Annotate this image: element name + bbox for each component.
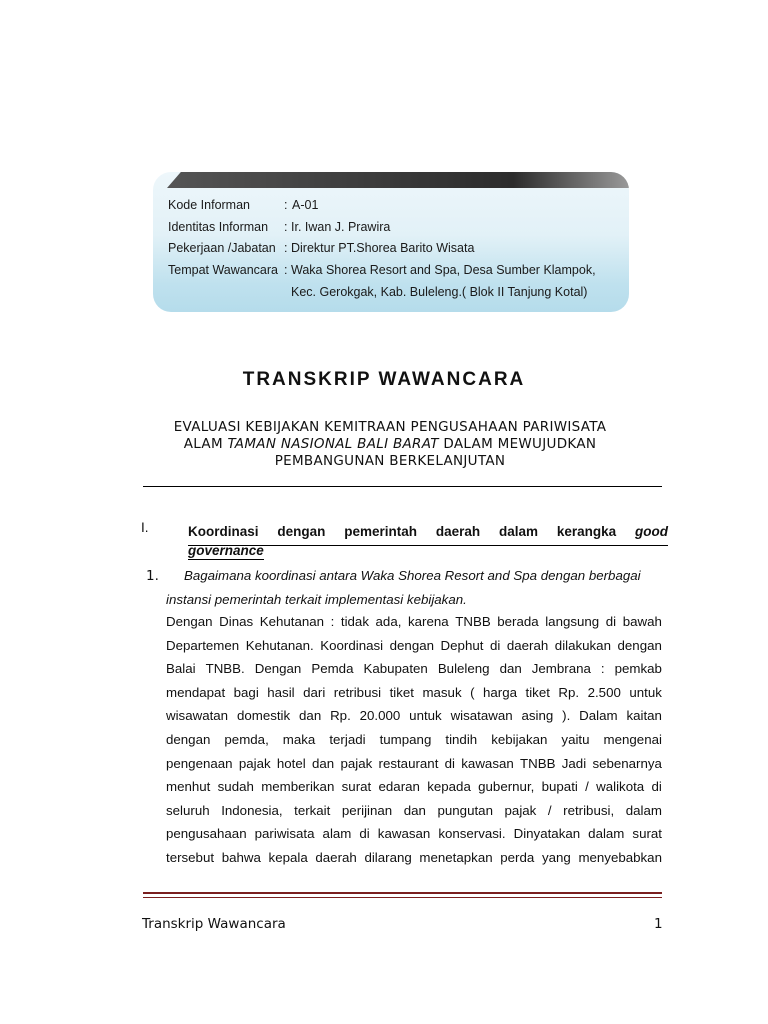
answer-word: bahwa: [221, 849, 261, 865]
answer-word: dari: [303, 684, 326, 700]
info-separator: :: [284, 220, 288, 234]
answer-word: maka: [282, 731, 316, 747]
answer-word: dengan: [166, 731, 211, 747]
answer-word: dan: [403, 802, 426, 818]
answer-word: wisatawan: [450, 708, 513, 724]
answer-word: Rp.: [330, 708, 351, 724]
answer-word: yaitu: [561, 731, 590, 747]
answer-word: hotel: [276, 755, 306, 771]
answer-word: retribusi,: [563, 802, 615, 818]
section-heading: [188, 518, 668, 546]
answer-word: tidak: [340, 614, 369, 629]
answer-word: Pemda: [311, 661, 354, 677]
answer-word: Dinas: [219, 614, 254, 629]
answer-word: Jembrana: [531, 661, 591, 677]
answer-word: Jadi: [561, 755, 587, 771]
answer-word: pariwisata: [254, 826, 315, 842]
answer-word: (: [470, 684, 475, 700]
answer-word: pemda,: [224, 731, 269, 747]
section-heading-text: Koordinasi dengan pemerintah daerah dalam kerangka: [188, 524, 617, 539]
answer-word: Rp.: [558, 684, 580, 700]
answer-word: bupati: [541, 779, 578, 795]
answer-word: restaurant: [378, 755, 439, 771]
answer-word: kepada: [427, 779, 471, 795]
answer-word: di: [444, 755, 456, 771]
answer-word: konservasi.: [438, 826, 506, 842]
answer-word: Dephut: [440, 637, 484, 653]
answer-word: terkait: [294, 802, 331, 818]
answer-word: di: [651, 779, 662, 795]
answer-word: TNBB.: [205, 661, 245, 677]
answer-word: pajak: [238, 755, 271, 771]
answer-word: Dengan: [166, 614, 213, 629]
answer-word: di: [605, 614, 617, 629]
answer-word: terjadi: [329, 731, 366, 747]
answer-line: [166, 634, 662, 658]
answer-word: pajak: [504, 802, 537, 818]
answer-word: ada,: [375, 614, 402, 629]
answer-word: dan: [499, 661, 522, 677]
answer-word: tiket: [525, 684, 550, 700]
answer-word: Indonesia,: [221, 802, 283, 818]
answer-word: 20.000: [359, 708, 401, 724]
answer-word: tindih: [445, 731, 478, 747]
answer-word: surat: [632, 826, 662, 842]
answer-word: alam: [322, 826, 352, 842]
answer-word: di: [359, 826, 370, 842]
subtitle-line-2: [140, 436, 640, 453]
answer-word: ).: [562, 708, 571, 724]
answer-line: [166, 610, 662, 634]
subtitle-line-2-post: DALAM MEWUJUDKAN: [438, 436, 597, 452]
answer-line: [166, 752, 662, 776]
info-value-continuation: Kec. Gerokgak, Kab. Buleleng.( Blok II Tanjung Kotal): [291, 285, 588, 299]
answer-word: untuk: [629, 684, 662, 700]
answer-word: menyebabkan: [578, 849, 662, 865]
answer-word: pajak: [340, 755, 373, 771]
section-heading-italic: good: [634, 524, 668, 539]
answer-word: kawasan: [461, 755, 514, 771]
answer-word: kebijakan: [491, 731, 548, 747]
answer-word: TNBB: [520, 755, 556, 771]
answer-line: [166, 846, 662, 870]
answer-word: yang: [541, 849, 571, 865]
answer-word: kawasan: [377, 826, 431, 842]
answer-word: tiket: [389, 684, 414, 700]
answer-word: Departemen: [166, 637, 240, 653]
answer-word: pemkab: [614, 661, 662, 677]
answer-word: Koordinasi: [320, 637, 384, 653]
answer-word: retribusi: [333, 684, 382, 700]
answer-word: pungutan: [437, 802, 493, 818]
info-value: Ir. Iwan J. Prawira: [291, 220, 391, 234]
answer-word: karena: [407, 614, 449, 629]
answer-word: gubernur,: [478, 779, 535, 795]
answer-word: memberikan: [261, 779, 335, 795]
answer-line: [166, 657, 662, 681]
subtitle-line-1: EVALUASI KEBIJAKAN KEMITRAAN PENGUSAHAAN PARIWISATA: [173, 419, 607, 435]
answer-word: Kehutanan.: [245, 637, 314, 653]
answer-line: [166, 775, 662, 799]
answer-word: mengenai: [603, 731, 662, 747]
answer-word: :: [600, 661, 605, 677]
answer-word: sudah: [217, 779, 254, 795]
answer-word: Kabupaten: [363, 661, 428, 677]
answer-word: 2.500: [587, 684, 621, 700]
subtitle-line-3: PEMBANGUNAN BERKELANJUTAN: [274, 453, 506, 469]
answer-word: edaran: [378, 779, 420, 795]
answer-word: /: [547, 802, 552, 818]
answer-word: perda: [500, 849, 535, 865]
answer-word: wisawatan: [166, 708, 229, 724]
answer-word: seluruh: [166, 802, 210, 818]
info-separator: :: [284, 241, 288, 255]
info-label: Kode Informan: [168, 198, 250, 212]
answer-word: mendapat: [166, 684, 226, 700]
document-title: TRANSKRIP WAWANCARA: [242, 369, 526, 390]
answer-word: pengenaan: [166, 755, 233, 771]
question-text: Bagaimana koordinasi antara Waka Shorea Resort and Spa dengan berbagai instansi pemerintah terkait implementasi kebijakan.: [166, 568, 641, 607]
answer-word: /: [585, 779, 589, 795]
info-value: A-01: [292, 198, 319, 212]
answer-word: dan: [312, 755, 335, 771]
answer-word: tumpang: [379, 731, 432, 747]
answer-word: pengusahaan: [166, 826, 247, 842]
footer-document-label: Transkrip Wawancara: [142, 916, 286, 932]
answer-word: kaitan: [626, 708, 662, 724]
section-heading-continuation: [188, 543, 264, 560]
answer-line: [166, 799, 662, 823]
answer-paragraph: [166, 610, 662, 870]
answer-line: [166, 728, 662, 752]
footer-rule-thick: [143, 892, 662, 894]
answer-line: [166, 681, 662, 705]
answer-word: Dalam: [579, 708, 618, 724]
answer-word: TNBB: [455, 614, 491, 629]
answer-word: tersebut: [166, 849, 215, 865]
info-row-continuation: [291, 284, 587, 300]
info-label: Tempat Wawancara: [168, 263, 278, 277]
answer-word: Kehutanan: [259, 614, 325, 629]
answer-word: :: [330, 614, 335, 629]
section-number: I.: [141, 520, 149, 535]
answer-word: bawah: [622, 614, 662, 629]
info-label: Identitas Informan: [168, 220, 269, 234]
answer-word: di: [489, 637, 501, 653]
answer-line: [166, 704, 662, 728]
answer-word: Dengan: [254, 661, 302, 677]
answer-word: Buleleng: [437, 661, 490, 677]
title-divider: [143, 486, 662, 487]
answer-word: dilarang: [364, 849, 412, 865]
section-heading-italic-2: governance: [188, 543, 264, 558]
answer-word: menhut: [166, 779, 211, 795]
answer-word: sebenarnya: [592, 755, 662, 771]
answer-word: dengan: [389, 637, 435, 653]
question-number: 1.: [146, 568, 159, 584]
answer-word: masuk: [422, 684, 462, 700]
answer-word: daerah: [506, 637, 549, 653]
answer-word: Balai: [166, 661, 196, 677]
answer-word: perijinan: [341, 802, 393, 818]
answer-word: asing: [521, 708, 554, 724]
answer-word: dalam: [625, 802, 662, 818]
answer-word: bagi: [233, 684, 259, 700]
answer-word: harga: [483, 684, 518, 700]
page-number: 1: [654, 916, 663, 932]
info-value: Waka Shorea Resort and Spa, Desa Sumber Klampok,: [291, 263, 596, 277]
info-label: Pekerjaan /Jabatan: [168, 241, 276, 255]
answer-word: hasil: [267, 684, 295, 700]
answer-word: surat: [341, 779, 372, 795]
answer-word: dan: [299, 708, 322, 724]
subtitle-line-2-italic: TAMAN NASIONAL BALI BARAT: [227, 436, 439, 452]
info-separator: :: [284, 263, 288, 277]
answer-word: domestik: [236, 708, 291, 724]
answer-word: berada: [497, 614, 539, 629]
answer-word: dalam: [588, 826, 625, 842]
answer-line: [166, 822, 662, 846]
answer-word: walikota: [596, 779, 645, 795]
answer-word: dengan: [617, 637, 662, 653]
subtitle-line-2-pre: ALAM: [183, 436, 228, 452]
info-box-header-bar: [167, 172, 629, 188]
answer-word: menetapkan: [419, 849, 493, 865]
answer-word: dilakukan: [554, 637, 611, 653]
answer-word: daerah: [315, 849, 357, 865]
answer-word: Dinyatakan: [513, 826, 581, 842]
answer-word: kepala: [268, 849, 308, 865]
info-value: Direktur PT.Shorea Barito Wisata: [291, 241, 475, 255]
footer-rule-thin: [143, 897, 662, 898]
answer-word: langsung: [545, 614, 600, 629]
answer-word: untuk: [409, 708, 442, 724]
info-separator: :: [284, 198, 288, 212]
